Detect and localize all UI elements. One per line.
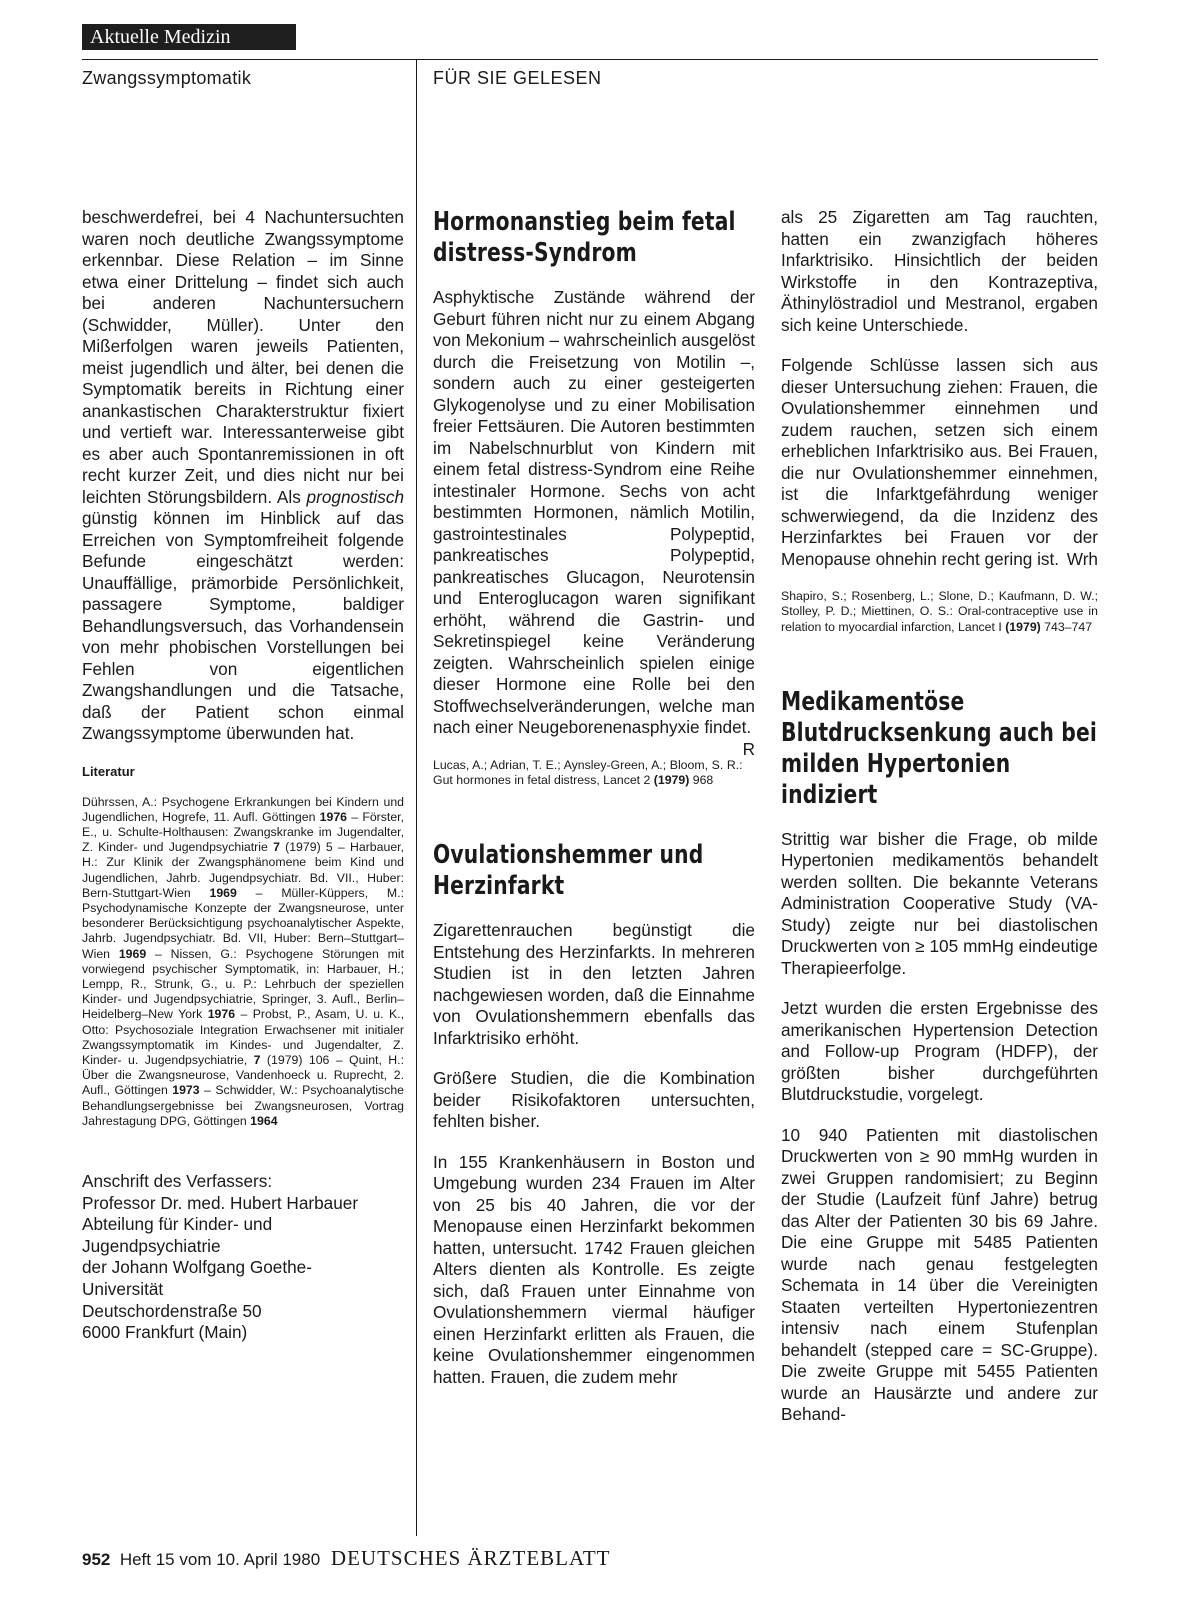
literature-year: 1973 [172, 1083, 200, 1098]
reference-hormone [433, 758, 755, 789]
literature-year: 1976 [207, 1007, 236, 1022]
section-banner [82, 24, 296, 50]
literature-entry: (1979) 5 – Harbauer, H.: Zur Klinik der Zwangsphänomene beim Kind und Jugendlichen, Jahrb. Jugendpsychiatr. Bd. VII., Huber: Bern-Stuttgart-Wien [82, 840, 404, 900]
article-title-blood-pressure: Medikamentöse Blutdrucksenkung auch bei milden Hypertonien indiziert [781, 686, 1097, 810]
magazine-name: DEUTSCHES ÄRZTEBLATT [330, 1546, 611, 1570]
address-line: der Johann Wolfgang Goethe- [82, 1257, 312, 1278]
body-text: Folgende Schlüsse lassen sich aus dieser Untersuchung ziehen: Frauen, die Ovulationshemmer einnehmen und zudem rauchen, setzen sich einem erheblichen Infarktrisiko aus. Bei Frauen, die nur Ovulationshemmer einnehmen, ist die Infarktgefährdung weniger schwerwiegend, da die Inzidenz des Herzinfarktes bei Frauen vor der Menopause ohnehin recht gering ist. [781, 355, 1098, 569]
body-paragraph: Strittig war bisher die Frage, ob milde Hypertonien medikamentös behandelt werden sollten. Die bekannte Veterans Administration Cooperative Study (VA-Study) zeigte nur bei diastolischen Druckwerten von ≥ 105 mmHg eindeutige Therapieerfolge. [781, 828, 1098, 978]
body-text: günstig können im Hinblick auf das Erreichen von Symptomfreiheit folgende Befunde eingeschätzt werden: Unauffällige, prämorbide Persönlichkeit, passagere Symptome, baldiger Behandlungsversuch, das Vorhandensein von mehr phobischen Vorstellungen bei Fehlen von eigentlichen Zwangshandlungen und die Tatsache, daß der Patient schon einmal Zwangssymptome überwunden hat. [82, 508, 404, 743]
column-divider [416, 60, 417, 1536]
column-middle [433, 207, 755, 1407]
reference-text: Lucas, A.; Adrian, T. E.; Aynsley-Green, A.; Bloom, S. R.: Gut hormones in fetal distress, Lancet 2 [433, 757, 743, 787]
author-signature: Wrh [1066, 548, 1098, 569]
body-paragraph: 10 940 Patienten mit diastolischen Druckwerten von ≥ 90 mmHg wurden in zwei Gruppen randomisiert; zu Beginn der Studie (Laufzeit fünf Jahre) betrug das Alter der Patienten 30 bis 69 Jahre. Die eine Gruppe mit 5485 Patienten wurde nach genau festgelegten Schemata in 14 über die Vereinigten Staaten verteilten Hypertoniezentren intensiv nach einem Stufenplan behandelt (stepped care = SC-Gruppe). Die zweite Gruppe mit 5455 Patienten wurde an Hausärzte und andere zur Behand- [781, 1124, 1098, 1425]
reference-year: (1979) [1005, 619, 1041, 634]
literature-year: 1969 [118, 946, 147, 961]
body-paragraph [82, 207, 404, 745]
article-body-hormone [433, 287, 755, 759]
body-paragraph: Größere Studien, die die Kombination beider Risikofaktoren untersuchten, fehlten bisher. [433, 1068, 755, 1132]
literature-entry: – Probst, P., Asam, U. u. K., Otto: Psychosoziale Integration Erwachsener mit initialer Zwangssymptomatik im Kindes- und Jugendalter, Z. Kinder- u. Jugendpsychiatrie, [82, 1007, 404, 1067]
column-left [82, 207, 404, 1344]
author-signature: R [742, 738, 755, 759]
emphasis-text: prognostisch [306, 486, 404, 507]
rubric-title: FÜR SIE GELESEN [433, 68, 602, 88]
literature-entry: Dührssen, A.: Psychogene Erkrankungen bei Kindern und Jugendlichen, Hogrefe, 11. Aufl. Göttingen [82, 794, 404, 824]
address-line: Abteilung für Kinder- und [82, 1214, 273, 1235]
body-paragraph: als 25 Zigaretten am Tag rauchten, hatten ein zwanzigfach höheres Infarktrisiko. Hinsichtlich der beiden Wirkstoffe in den Kontrazeptiva, Äthinylöstradiol und Mestranol, ergaben sich keine Unterschiede. [781, 207, 1098, 335]
address-line: 6000 Frankfurt (Main) [82, 1322, 248, 1343]
reference-ovulation [781, 589, 1098, 635]
literature-year: 1976 [319, 809, 348, 824]
author-address [82, 1171, 404, 1344]
literature-year: 1969 [209, 885, 237, 900]
body-paragraph: In 155 Krankenhäusern in Boston und Umgebung wurden 234 Frauen im Alter von 25 bis 40 Jahren, die vor der Menopause einen Herzinfarkt bekommen hatten, untersucht. 1742 Frauen gleichen Alters dienten als Kontrolle. Es zeigte sich, daß Frauen unter Einnahme von Ovulationshemmern viermal häufiger einen Herzinfarkt erlitten als Frauen, die keine Ovulationshemmer eingenommen hatten. Frauen, die zudem mehr [433, 1151, 755, 1387]
article-title-hormone: Hormonanstieg beim fetal distress-Syndrom [433, 207, 736, 268]
address-line: Anschrift des Verfassers: [82, 1170, 273, 1191]
section-label: Aktuelle Medizin [90, 26, 231, 48]
reference-text: Shapiro, S.; Rosenberg, L.; Slone, D.; Kaufmann, D. W.; Stolley, P. D.; Miettinen, O. S.: Oral-contraceptive use in relation to myocardial infarction, Lancet I [781, 589, 1098, 634]
address-line: Professor Dr. med. Hubert Harbauer [82, 1192, 359, 1213]
literature-entry: – Müller-Küppers, M.: Psychodynamische Konzepte der Zwangsneurose, unter besonderer Berücksichtigung psychoanalytischer Aspekte, Jahrb. Jugendpsychiatr. Bd. VII, Huber: Bern–Stuttgart–Wien [82, 885, 404, 961]
body-paragraph [781, 355, 1098, 570]
page-footer [82, 1546, 610, 1571]
literature-year: 7 [273, 840, 280, 855]
literature-entry: – Förster, E., u. Schulte-Holthausen: Zwangskranke im Jugendalter, Z. Kinder- und Jugendpsychiatrie [82, 809, 404, 855]
address-line: Universität [82, 1278, 164, 1299]
body-paragraph: Zigarettenrauchen begünstigt die Entstehung des Herzinfarkts. In mehreren Studien ist in den letzten Jahren nachgewiesen worden, daß die Einnahme von Ovulationshemmern ebenfalls das Infarktrisiko erhöht. [433, 920, 755, 1048]
reference-pages: 743–747 [1040, 619, 1093, 634]
literature-list [82, 795, 404, 1129]
address-line: Jugendpsychiatrie [82, 1235, 221, 1256]
article-topic: Zwangssymptomatik [82, 68, 252, 88]
reference-pages: 968 [689, 772, 714, 787]
article-title-ovulation: Ovulationshemmer und Herzinfarkt [433, 840, 704, 902]
literature-entry: (1979) 106 – Quint, H.: Über die Zwangsneurose, Vandenhoeck u. Ruprecht, 2. Aufl., Göttingen [82, 1052, 404, 1098]
reference-year: (1979) [653, 772, 690, 787]
body-text: beschwerdefrei, bei 4 Nachuntersuchten waren noch deutliche Zwangssymptome erkennbar. Diese Relation – im Sinne etwa einer Drittelung – findet sich auch bei anderen Nachuntersuchern (Schwidder, Müller). Unter den Mißerfolgen waren jeweils Patienten, meist jugendlich und älter, bei denen die Symptomatik bereits in Richtung einer anankastischen Charakterstruktur fixiert und vertieft war. Interessanterweise gibt es aber auch Spontanremissionen in oft recht kurzer Zeit, und dies nicht nur bei leichten Störungsbildern. Als [82, 207, 404, 507]
page-number: 952 [82, 1550, 111, 1569]
literature-year: 7 [253, 1052, 261, 1067]
literature-heading: Literatur [82, 763, 135, 779]
address-line: Deutschordenstraße 50 [82, 1300, 262, 1321]
body-text: Asphyktische Zustände während der Geburt führen nicht nur zu einem Abgang von Mekonium – wahrscheinlich ausgelöst durch die Freisetzung von Motilin –, sondern auch zu einer gesteigerten Glykogenolyse und zu einer Mobilisation freier Fettsäuren. Die Autoren bestimmten im Nabelschnurblut von Kindern mit einem fetal distress-Syndrom eine Reihe intestinaler Hormone. Sechs von acht bestimmten Hormonen, nämlich Motilin, gastrointestinales Polypeptid, pankreatisches Polypeptid, pankreatisches Glucagon, Neurotensin und Enteroglucagon waren signifikant erhöht, während die Gastrin- und Sekretinspiegel keine Veränderung zeigten. Wahrscheinlich spielen einige dieser Hormone eine Rolle bei den Stoffwechselveränderungen, welche man nach einer Neugeborenenasphyxie findet. [433, 287, 755, 737]
body-paragraph: Jetzt wurden die ersten Ergebnisse des amerikanischen Hypertension Detection and Follow-up Program (HDFP), der größten bisher durchgeführten Blutdruckstudie, vorgelegt. [781, 998, 1098, 1105]
literature-entry: – Schwidder, W.: Psychoanalytische Behandlungsergebnisse bei Zwangsneurosen, Vortrag Jahrestagung DPG, Göttingen [82, 1083, 404, 1128]
literature-year: 1964 [250, 1113, 278, 1128]
issue-info: Heft 15 vom 10. April 1980 [119, 1550, 321, 1569]
column-right [781, 207, 1098, 1445]
literature-entry: – Nissen, G.: Psychogene Störungen mit vorwiegend psychischer Symptomatik, in: Harbauer, H.; Lempp, R., Strunk, G., u. P.: Lehrbuch der speziellen Kinder- und Jugendpsychiatrie, Springer, 3. Aufl., Berlin–Heidelberg–New York [82, 946, 404, 1022]
header-rule [82, 59, 1098, 60]
